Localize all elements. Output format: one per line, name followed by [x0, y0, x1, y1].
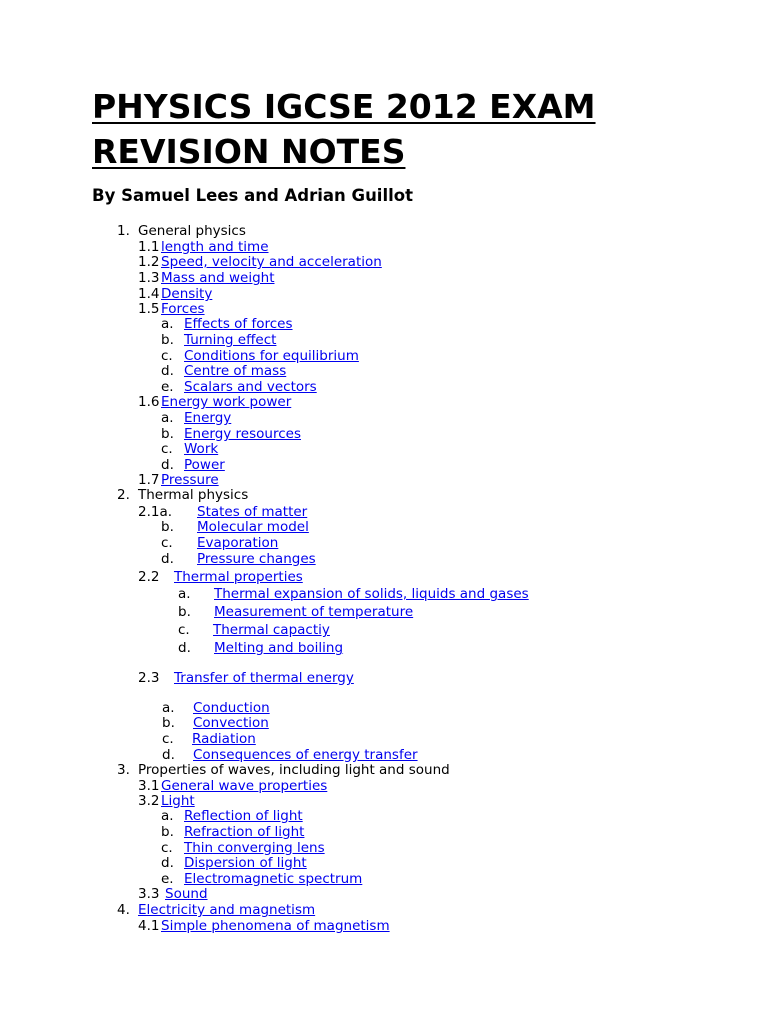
toc-link[interactable]: Turning effect — [184, 332, 277, 348]
toc-link[interactable]: Transfer of thermal energy — [174, 670, 354, 686]
toc-letter: a. — [161, 316, 174, 332]
toc-letter: c. — [161, 840, 173, 856]
toc-subitem-1-5-e[interactable] — [161, 379, 317, 395]
toc-subitem-3-2-b[interactable] — [161, 824, 305, 840]
toc-letter: c. — [161, 535, 173, 551]
toc-letter: b. — [161, 332, 174, 348]
toc-number: 1.2 — [138, 254, 160, 270]
toc-letter: d. — [161, 457, 174, 473]
toc-subitem-3-2-d[interactable] — [161, 855, 307, 871]
toc-link[interactable]: Power — [184, 457, 225, 473]
toc-link[interactable]: Consequences of energy transfer — [193, 747, 418, 763]
toc-subitem-2-2-c[interactable] — [178, 622, 330, 638]
toc-number: 3.3 — [138, 886, 160, 902]
toc-subitem-1-6-c[interactable] — [161, 441, 219, 457]
toc-label: Properties of waves, including light and sound — [138, 762, 450, 778]
toc-letter: b. — [161, 824, 174, 840]
toc-link[interactable]: States of matter — [197, 504, 308, 520]
toc-item-2-3[interactable] — [138, 670, 354, 686]
toc-item-4-1[interactable] — [138, 918, 390, 934]
document-authors: By Samuel Lees and Adrian Guillot — [92, 186, 414, 205]
toc-letter: d. — [162, 747, 175, 763]
toc-item-3-1[interactable] — [138, 778, 328, 794]
toc-subitem-2-2-a[interactable] — [178, 586, 529, 602]
toc-item-3-3[interactable] — [138, 886, 208, 902]
toc-subitem-3-2-e[interactable] — [161, 871, 363, 887]
toc-letter: c. — [161, 441, 173, 457]
toc-number: 2.2 — [138, 569, 160, 585]
toc-letter: d. — [161, 551, 174, 567]
toc-letter: c. — [162, 731, 174, 747]
toc-link[interactable]: Pressure — [161, 472, 219, 488]
toc-link[interactable]: Evaporation — [197, 535, 279, 551]
toc-section-2 — [117, 487, 249, 503]
toc-subitem-2-3-a[interactable] — [162, 700, 270, 716]
document-title — [92, 84, 712, 174]
toc-subitem-1-5-b[interactable] — [161, 332, 277, 348]
toc-letter: d. — [178, 640, 191, 656]
toc-letter: a. — [161, 410, 174, 426]
toc-subitem-3-2-a[interactable] — [161, 808, 303, 824]
toc-link[interactable]: Effects of forces — [184, 316, 293, 332]
toc-section-1 — [117, 223, 246, 239]
toc-link[interactable]: Convection — [193, 715, 269, 731]
toc-subitem-2-1-d[interactable] — [161, 551, 316, 567]
toc-link[interactable]: Work — [184, 441, 219, 457]
toc-item-1-6[interactable] — [138, 394, 292, 410]
toc-letter: b. — [162, 715, 175, 731]
toc-letter: c. — [178, 622, 190, 638]
toc-item-2-2[interactable] — [138, 569, 303, 585]
toc-subitem-2-2-b[interactable] — [178, 604, 414, 620]
toc-letter: d. — [161, 855, 174, 871]
toc-number: 4.1 — [138, 918, 160, 934]
toc-link[interactable]: Electromagnetic spectrum — [184, 871, 363, 887]
toc-link[interactable]: Molecular model — [197, 519, 309, 535]
toc-link[interactable]: Speed, velocity and acceleration — [161, 254, 382, 270]
toc-link[interactable]: Melting and boiling — [214, 640, 344, 656]
toc-number: 3.2 — [138, 793, 160, 809]
toc-link[interactable]: Thermal properties — [174, 569, 303, 585]
toc-number: 3. — [117, 762, 130, 778]
toc-link[interactable]: Centre of mass — [184, 363, 287, 379]
toc-label: Thermal physics — [138, 487, 249, 503]
toc-subitem-1-6-d[interactable] — [161, 457, 225, 473]
toc-link[interactable]: Simple phenomena of magnetism — [161, 918, 390, 934]
toc-link[interactable]: Electricity and magnetism — [138, 902, 316, 918]
toc-number: 1.7 — [138, 472, 160, 488]
toc-letter: a. — [161, 808, 174, 824]
title-line-2: REVISION NOTES — [92, 132, 406, 171]
toc-number: 1.5 — [138, 301, 160, 317]
toc-item-1-5[interactable] — [138, 301, 205, 317]
toc-item-2-1-a[interactable] — [138, 504, 308, 520]
toc-section-3 — [117, 762, 450, 778]
toc-subitem-2-1-c[interactable] — [161, 535, 279, 551]
toc-letter: b. — [161, 519, 174, 535]
toc-item-1-3[interactable] — [138, 270, 275, 286]
toc-link[interactable]: Measurement of temperature — [214, 604, 414, 620]
toc-link[interactable]: Reflection of light — [184, 808, 303, 824]
toc-section-4[interactable] — [117, 902, 316, 918]
toc-number: 2.1a. — [138, 504, 173, 520]
toc-number: 2. — [117, 487, 130, 503]
title-line-1: PHYSICS IGCSE 2012 EXAM — [92, 87, 596, 126]
toc-link[interactable]: Density — [161, 286, 213, 302]
toc-link[interactable]: length and time — [161, 239, 269, 255]
toc-item-1-2[interactable] — [138, 254, 382, 270]
toc-link[interactable]: General wave properties — [161, 778, 328, 794]
toc-number: 1.1 — [138, 239, 160, 255]
toc-subitem-1-5-a[interactable] — [161, 316, 293, 332]
toc-subitem-1-6-a[interactable] — [161, 410, 232, 426]
toc-subitem-2-3-b[interactable] — [162, 715, 269, 731]
toc-link[interactable]: Thin converging lens — [184, 840, 325, 856]
toc-number: 1.3 — [138, 270, 160, 286]
toc-link[interactable]: Light — [161, 793, 195, 809]
toc-link[interactable]: Energy — [184, 410, 232, 426]
toc-label: General physics — [138, 223, 246, 239]
toc-link[interactable]: Energy resources — [184, 426, 301, 442]
toc-link[interactable]: Thermal capactiy — [213, 622, 330, 638]
toc-link[interactable]: Forces — [161, 301, 205, 317]
toc-link[interactable]: Sound — [165, 886, 208, 902]
toc-number: 1.6 — [138, 394, 160, 410]
toc-subitem-3-2-c[interactable] — [161, 840, 325, 856]
toc-item-1-1[interactable] — [138, 239, 269, 255]
toc-link[interactable]: Energy work power — [161, 394, 292, 410]
toc-letter: b. — [178, 604, 191, 620]
toc-subitem-2-2-d[interactable] — [178, 640, 344, 656]
toc-link[interactable]: Pressure changes — [197, 551, 316, 567]
toc-link[interactable]: Radiation — [192, 731, 256, 747]
toc-letter: e. — [161, 379, 174, 395]
toc-number: 2.3 — [138, 670, 160, 686]
toc-item-1-4[interactable] — [138, 286, 213, 302]
toc-subitem-1-6-b[interactable] — [161, 426, 301, 442]
toc-letter: b. — [161, 426, 174, 442]
toc-subitem-1-5-d[interactable] — [161, 363, 287, 379]
toc-number: 3.1 — [138, 778, 160, 794]
toc-link[interactable]: Mass and weight — [161, 270, 275, 286]
toc-link[interactable]: Conditions for equilibrium — [184, 348, 359, 364]
toc-letter: a. — [162, 700, 175, 716]
toc-subitem-2-3-d[interactable] — [162, 747, 418, 763]
toc-item-3-2[interactable] — [138, 793, 195, 809]
toc-link[interactable]: Thermal expansion of solids, liquids and gases — [214, 586, 529, 602]
toc-link[interactable]: Refraction of light — [184, 824, 305, 840]
toc-letter: e. — [161, 871, 174, 887]
toc-letter: c. — [161, 348, 173, 364]
toc-letter: a. — [178, 586, 191, 602]
toc-number: 4. — [117, 902, 130, 918]
toc-subitem-1-5-c[interactable] — [161, 348, 359, 364]
toc-item-1-7[interactable] — [138, 472, 219, 488]
toc-link[interactable]: Conduction — [193, 700, 270, 716]
toc-link[interactable]: Scalars and vectors — [184, 379, 317, 395]
toc-link[interactable]: Dispersion of light — [184, 855, 307, 871]
toc-number: 1.4 — [138, 286, 160, 302]
toc-number: 1. — [117, 223, 130, 239]
toc-subitem-2-3-c[interactable] — [162, 731, 256, 747]
toc-letter: d. — [161, 363, 174, 379]
toc-subitem-2-1-b[interactable] — [161, 519, 309, 535]
